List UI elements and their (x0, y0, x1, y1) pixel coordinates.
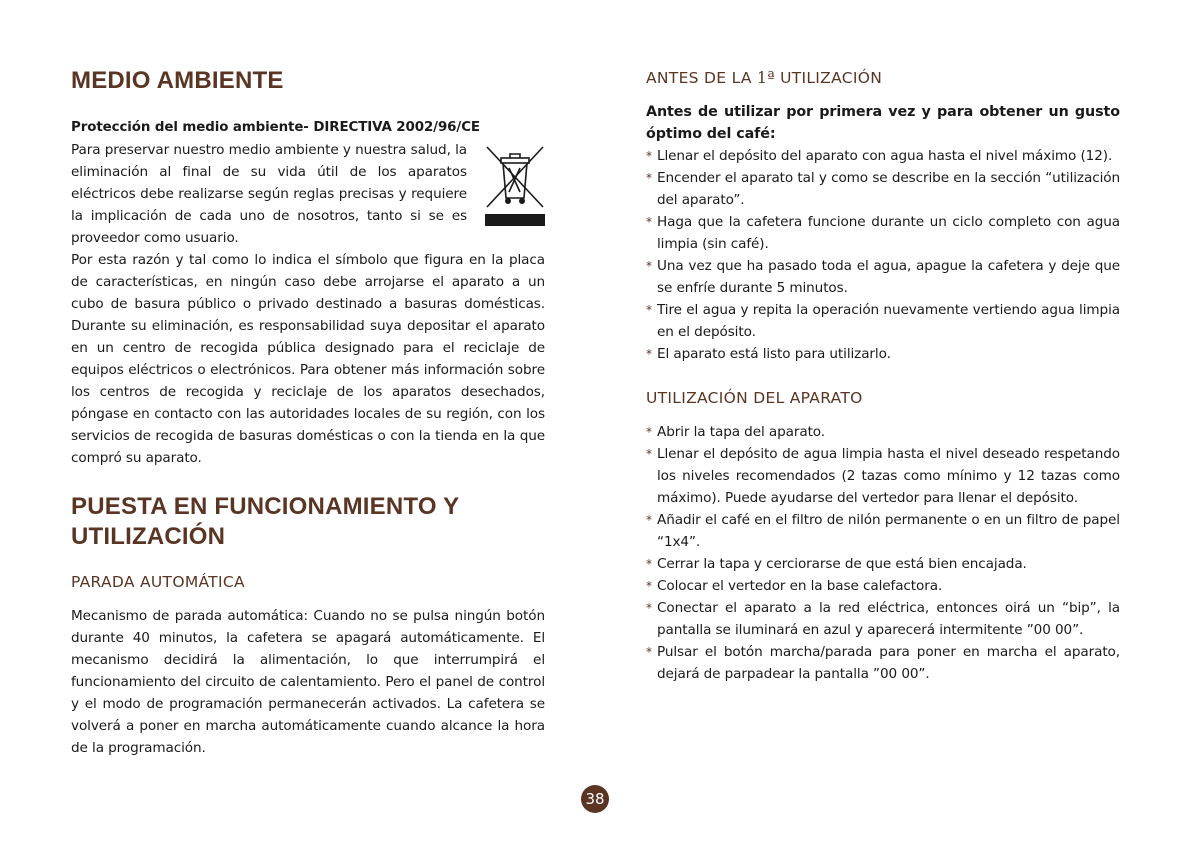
list-item-text: Colocar el vertedor en la base calefactora. (657, 578, 943, 594)
list-item (646, 211, 1120, 255)
bullet-icon: * (646, 347, 652, 361)
list-item-text: Encender el aparato tal y como se describe en la sección “utilización del aparato”. (657, 170, 1120, 208)
list-item-text: Llenar el depósito del aparato con agua hasta el nivel máximo (12). (657, 148, 1113, 164)
list-item (646, 597, 1120, 641)
list-item (646, 509, 1120, 553)
list-item (646, 641, 1120, 685)
utilizacion-list (646, 421, 1120, 685)
list-item (646, 553, 1120, 575)
bullet-icon: * (646, 579, 652, 593)
crossed-out-wheelie-bin-icon (484, 144, 546, 228)
bullet-icon: * (646, 149, 652, 163)
list-item-text: El aparato está listo para utilizarlo. (657, 346, 891, 362)
list-item-text: Conectar el aparato a la red eléctrica, entonces oirá un “bip”, la pantalla se iluminará en azul y aparecerá intermitente ”00 00”. (657, 600, 1120, 638)
antes-list (646, 145, 1120, 365)
list-item (646, 255, 1120, 299)
list-item-text: Tire el agua y repita la operación nuevamente vertiendo agua limpia en el depósito. (657, 302, 1120, 340)
antes-intro: Antes de utilizar por primera vez y para obtener un gusto óptimo del café: (646, 104, 1120, 142)
parada-automatica-title: PARADA AUTOMÁTICA (71, 573, 245, 591)
list-item (646, 575, 1120, 597)
bullet-icon: * (646, 171, 652, 185)
bullet-icon: * (646, 215, 652, 229)
proteccion-subtitle: Protección del medio ambiente- DIRECTIVA 2002/96/CE (71, 120, 480, 135)
utilizacion-aparato-title: UTILIZACIÓN DEL APARATO (646, 389, 863, 407)
list-item (646, 145, 1120, 167)
bullet-icon: * (646, 557, 652, 571)
list-item-text: Añadir el café en el filtro de nilón permanente o en un filtro de papel “1x4”. (657, 512, 1120, 550)
parada-automatica-paragraph: Mecanismo de parada automática: Cuando no se pulsa ningún botón durante 40 minutos, la cafetera se apagará automáticamente. El mecanismo decidirá la alimentación, lo que interrumpirá el funcionamiento del circuito de calentamiento. Pero el panel de control y el modo de programación permanecerán activados. La cafetera se volverá a poner en marcha automáticamente cuando alcance la hora de la programación. (71, 608, 545, 756)
bullet-icon: * (646, 645, 652, 659)
list-item-text: Cerrar la tapa y cerciorarse de que está bien encajada. (657, 556, 1027, 572)
bullet-icon: * (646, 259, 652, 273)
bullet-icon: * (646, 447, 652, 461)
puesta-title-line-2: UTILIZACIÓN (71, 523, 226, 550)
list-item (646, 343, 1120, 365)
medio-ambiente-paragraph-1: Para preservar nuestro medio ambiente y nuestra salud, la eliminación al final de su vida útil de los aparatos eléctricos debe realizarse según reglas precisas y requiere la implicación de cada uno de nosotros, tanto si se es proveedor como usuario. (71, 142, 467, 246)
list-item (646, 421, 1120, 443)
puesta-title-line-1: PUESTA EN FUNCIONAMIENTO Y (71, 493, 460, 520)
list-item-text: Haga que la cafetera funcione durante un ciclo completo con agua limpia (sin café). (657, 214, 1120, 252)
page-number: 38 (581, 785, 609, 813)
bullet-icon: * (646, 513, 652, 527)
list-item-text: Pulsar el botón marcha/parada para poner en marcha el aparato, dejará de parpadear la pantalla ”00 00”. (657, 644, 1120, 682)
medio-ambiente-title: MEDIO AMBIENTE (71, 67, 284, 94)
list-item (646, 299, 1120, 343)
list-item-text: Una vez que ha pasado toda el agua, apague la cafetera y deje que se enfríe durante 5 minutos. (657, 258, 1120, 296)
list-item (646, 443, 1120, 509)
bullet-icon: * (646, 601, 652, 615)
list-item-text: Abrir la tapa del aparato. (657, 424, 825, 440)
bullet-icon: * (646, 425, 652, 439)
bullet-icon: * (646, 303, 652, 317)
list-item-text: Llenar el depósito de agua limpia hasta el nivel deseado respetando los niveles recomendados (2 tazas como mínimo y 12 tazas como máximo). Puede ayudarse del vertedor para llenar el depósito. (657, 446, 1120, 506)
medio-ambiente-paragraph-2: Por esta razón y tal como lo indica el símbolo que figura en la placa de características, en ningún caso debe arrojarse el aparato a un cubo de basura público o privado destinado a basuras domésticas. Durante su eliminación, es responsabilidad suya depositar el aparato en un centro de recogida pública designado para el reciclaje de equipos eléctricos o electrónicos. Para obtener más información sobre los centros de recogida y reciclaje de los aparatos desechados, póngase en contacto con las autoridades locales de su región, con los servicios de recogida de basuras domésticas o con la tienda en la que compró su aparato. (71, 252, 545, 466)
antes-utilizacion-title: ANTES DE LA 1ª UTILIZACIÓN (646, 69, 883, 87)
list-item (646, 167, 1120, 211)
